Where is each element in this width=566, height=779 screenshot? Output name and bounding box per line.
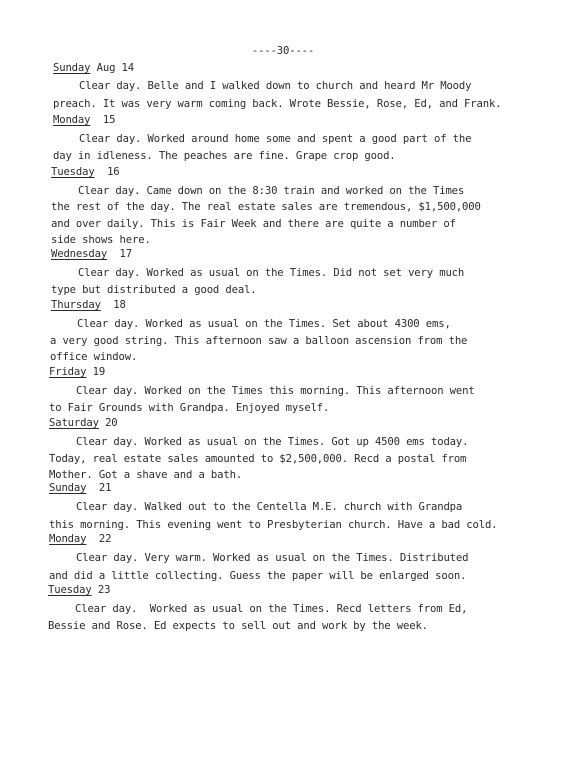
entry-line: office window. — [50, 351, 138, 363]
entry-line: side shows here. — [51, 234, 151, 246]
entry-date: 17 — [119, 248, 132, 260]
entry-line: Bessie and Rose. Ed expects to sell out and work by the week. — [48, 620, 428, 632]
entry-heading — [48, 583, 110, 597]
entry-date: 15 — [102, 114, 116, 126]
entry-line: Clear day. Worked around home some and spent a good part of the — [79, 133, 472, 145]
entry-line: Today, real estate sales amounted to $2,500,000. Recd a postal from — [49, 453, 467, 465]
entry-date: 16 — [107, 166, 120, 178]
entry-heading — [49, 365, 105, 379]
entry-line: and over daily. This is Fair Week and there are quite a number of — [51, 218, 456, 230]
entry-heading — [51, 298, 126, 312]
entry-day: Sunday — [53, 62, 91, 74]
entry-day: Monday — [53, 114, 91, 126]
entry-line: and did a little collecting. Guess the paper will be enlarged soon. — [49, 570, 467, 582]
entry-line: day in idleness. The peaches are fine. Grape crop good. — [53, 150, 396, 162]
entry-date: 21 — [98, 482, 112, 494]
entry-day: Monday — [49, 533, 87, 545]
entry-line: the rest of the day. The real estate sales are tremendous, $1,500,000 — [51, 201, 481, 213]
entry-line: Clear day. Worked as usual on the Times. Recd letters from Ed, — [75, 603, 468, 615]
entry-heading — [51, 165, 120, 179]
entry-line: Clear day. Worked as usual on the Times. Did not set very much — [78, 267, 465, 279]
page-number: ----30---- — [251, 45, 315, 57]
entry-date: 19 — [92, 366, 106, 378]
entry-heading — [53, 61, 134, 75]
entry-line: Clear day. Worked as usual on the Times. Set about 4300 ems, — [77, 318, 451, 330]
entry-day: Wednesday — [51, 248, 108, 260]
entry-date: 18 — [113, 299, 126, 311]
entry-heading — [51, 247, 132, 261]
entry-line: Clear day. Walked out to the Centella M.E. church with Grandpa — [76, 501, 463, 513]
entry-line: to Fair Grounds with Grandpa. Enjoyed myself. — [49, 402, 330, 414]
entry-day: Sunday — [49, 482, 87, 494]
entry-date: 23 — [97, 584, 111, 596]
entry-line: Clear day. Belle and I walked down to church and heard Mr Moody — [79, 80, 472, 92]
entry-line: Clear day. Worked on the Times this morning. This afternoon went — [76, 385, 475, 397]
entry-heading — [49, 532, 111, 546]
entry-day: Friday — [49, 366, 87, 378]
entry-day: Tuesday — [51, 166, 95, 178]
entry-day: Saturday — [49, 417, 99, 429]
entry-line: Mother. Got a shave and a bath. — [49, 469, 243, 481]
entry-line: Clear day. Very warm. Worked as usual on the Times. Distributed — [76, 552, 469, 564]
entry-date: 22 — [98, 533, 112, 545]
entry-line: a very good string. This afternoon saw a balloon ascension from the — [50, 335, 468, 347]
entry-line: this morning. This evening went to Presbyterian church. Have a bad cold. — [49, 519, 498, 531]
entry-heading — [49, 481, 111, 495]
entry-line: preach. It was very warm coming back. Wrote Bessie, Rose, Ed, and Frank. — [53, 98, 502, 110]
entry-day: Thursday — [51, 299, 101, 311]
entry-date: Aug 14 — [96, 62, 134, 74]
entry-day: Tuesday — [48, 584, 92, 596]
entry-line: Clear day. Came down on the 8:30 train and worked on the Times — [78, 185, 465, 197]
entry-heading — [49, 416, 118, 430]
entry-date: 20 — [105, 417, 118, 429]
entry-line: type but distributed a good deal. — [51, 284, 257, 296]
entry-line: Clear day. Worked as usual on the Times. Got up 4500 ems today. — [76, 436, 469, 448]
entry-heading — [53, 113, 115, 127]
